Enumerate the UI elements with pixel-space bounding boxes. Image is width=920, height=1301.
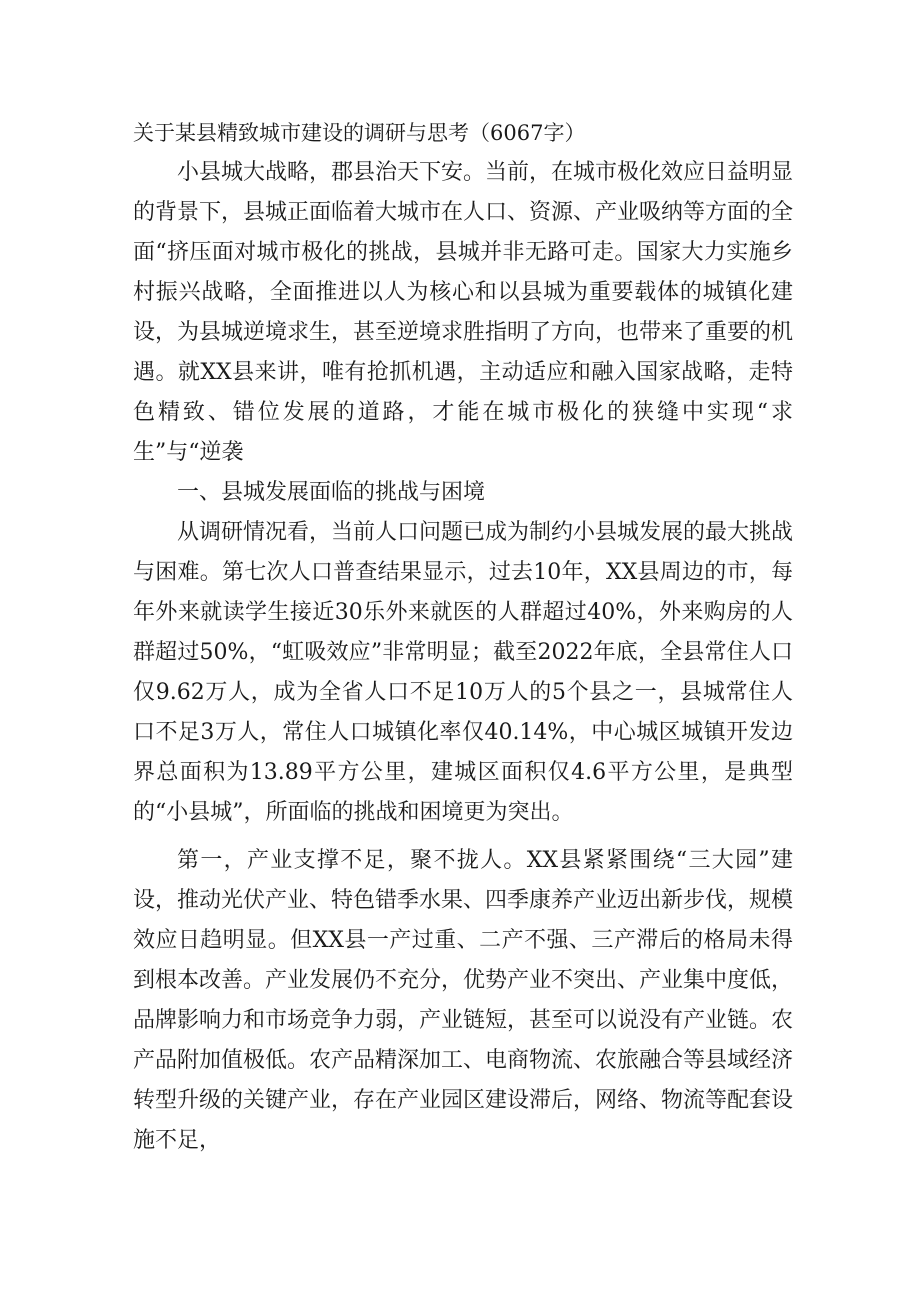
paragraph-gap [133, 833, 793, 841]
paragraph-population: 从调研情况看，当前人口问题已成为制约小县城发展的最大挑战与困难。第七次人口普查结果显示，过去10年，XX县周边的市，每年外来就读学生接近30乐外来就医的人群超过40%，外来购房的人群超过50%，“虹吸效应”非常明显；截至2022年底，全县常住人口仅9.62万人，成为全省人口不足10万人的5个县之一，县城常住人口不足3万人，常住人口城镇化率仅40.14%，中心城区城镇开发边界总面积为13.89平方公里，建城区面积仅4.6平方公里，是典型的“小县城”，所面临的挑战和困境更为突出。 [133, 520, 794, 825]
section-heading-1: 一、县城发展面临的挑战与困境 [177, 480, 486, 505]
document-title: 关于某县精致城市建设的调研与思考（6067字） [133, 121, 586, 145]
paragraph-industry: 第一，产业支撑不足，聚不拢人。XX县紧紧围绕“三大园”建设，推动光伏产业、特色错季水果、四季康养产业迈出新步伐，规模效应日趋明显。但XX县一产过重、二产不强、三产滞后的格局未得到根本改善。产业发展仍不充分，优势产业不突出、产业集中度低，品牌影响力和市场竞争力弱，产业链短，甚至可以说没有产业链。农产品附加值极低。农产品精深加工、电商物流、农旅融合等县域经济转型升级的关键产业，存在产业园区建设滞后，网络、物流等配套设施不足， [133, 848, 794, 1153]
paragraph-intro: 小县城大战略，郡县治天下安。当前，在城市极化效应日益明显的背景下，县城正面临着大城市在人口、资源、产业吸纳等方面的全面“挤压面对城市极化的挑战，县城并非无路可走。国家大力实施乡村振兴战略，全面推进以人为核心和以县城为重要载体的城镇化建设，为县城逆境求生，甚至逆境求胜指明了方向，也带来了重要的机遇。就XX县来讲，唯有抢抓机遇，主动适应和融入国家战略，走特色精致、错位发展的道路，才能在城市极化的狭缝中实现“求生”与“逆袭 [133, 160, 794, 465]
document-body [133, 113, 793, 1161]
